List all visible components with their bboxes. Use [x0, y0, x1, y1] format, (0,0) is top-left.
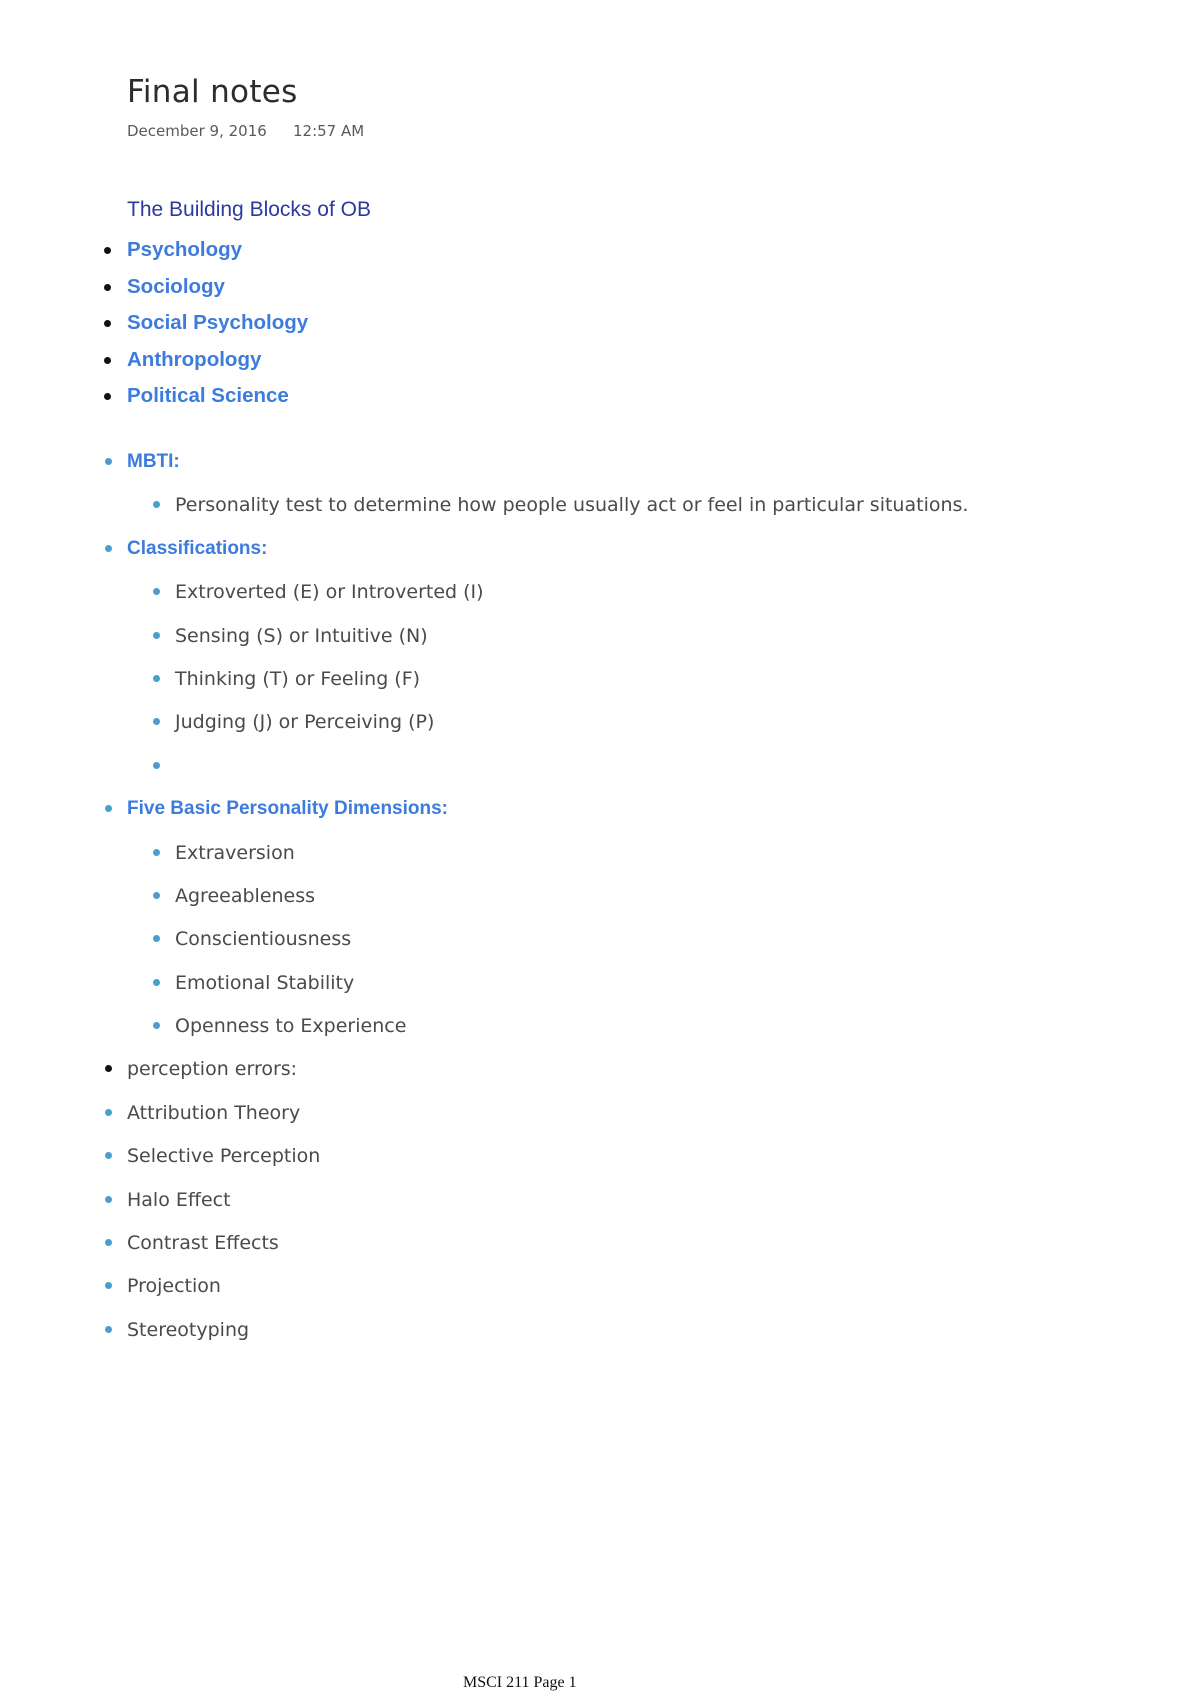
list-item-label: Selective Perception	[127, 1145, 321, 1168]
bullet-icon	[104, 357, 111, 364]
bullet-icon	[105, 1109, 112, 1116]
building-blocks-list	[0, 232, 308, 415]
bullet-icon	[153, 849, 160, 856]
list-item-label: Extraversion	[175, 841, 295, 864]
list-item-label: Conscientiousness	[175, 928, 352, 951]
bullet-icon	[105, 1282, 112, 1289]
bullet-icon	[153, 892, 160, 899]
list-item	[0, 621, 968, 664]
bullet-icon	[153, 588, 160, 595]
list-item-label: Sensing (S) or Intuitive (N)	[175, 624, 428, 647]
list-item-label: Social Psychology	[127, 311, 309, 334]
bullet-icon	[104, 320, 111, 327]
five-dimensions-heading	[0, 794, 968, 837]
list-item	[0, 1011, 968, 1054]
list-item	[0, 707, 968, 750]
list-item-label: Contrast Effects	[127, 1232, 279, 1255]
list-item-label: Judging (J) or Perceiving (P)	[175, 711, 435, 734]
list-item-label: Thinking (T) or Feeling (F)	[175, 667, 421, 690]
notes-outline	[0, 447, 968, 1358]
bullet-icon	[105, 1065, 112, 1072]
list-item	[0, 751, 968, 794]
bullet-icon	[104, 247, 111, 254]
list-item	[0, 269, 308, 306]
list-item	[0, 305, 308, 342]
page-time: 12:57 AM	[293, 122, 365, 140]
list-item	[0, 664, 968, 707]
bullet-icon	[105, 1239, 112, 1246]
page-title: Final notes	[127, 74, 298, 110]
bullet-icon	[105, 1152, 112, 1159]
classifications-heading	[0, 534, 968, 577]
list-item-label: Political Science	[127, 384, 289, 407]
list-item-label: Halo Effect	[127, 1188, 231, 1211]
page-footer: MSCI 211 Page 1	[463, 1674, 577, 1691]
page-date: December 9, 2016	[127, 122, 267, 140]
list-item-label: Openness to Experience	[175, 1015, 407, 1038]
mbti-heading	[0, 447, 968, 490]
list-item	[0, 232, 308, 269]
list-item	[0, 490, 968, 533]
list-item-label: Extroverted (E) or Introverted (I)	[175, 581, 484, 604]
list-item	[0, 881, 968, 924]
list-item	[0, 1271, 968, 1314]
bullet-icon	[153, 675, 160, 682]
classifications-label: Classifications:	[127, 537, 268, 559]
bullet-icon	[104, 284, 111, 291]
list-item-label: Anthropology	[127, 347, 262, 371]
bullet-icon	[153, 632, 160, 639]
bullet-icon	[153, 718, 160, 725]
list-item-label: Stereotyping	[127, 1318, 250, 1341]
list-item-label: Agreeableness	[175, 884, 316, 907]
list-item-label: Attribution Theory	[127, 1101, 301, 1124]
list-item	[0, 1098, 968, 1141]
bullet-icon	[104, 393, 111, 400]
bullet-icon	[105, 545, 112, 552]
bullet-icon	[105, 805, 112, 812]
list-item-label: Sociology	[127, 274, 225, 298]
list-item	[0, 924, 968, 967]
list-item-label: Projection	[127, 1275, 221, 1298]
list-item-label: Emotional Stability	[175, 971, 355, 994]
bullet-icon	[105, 1196, 112, 1203]
list-item	[0, 968, 968, 1011]
list-item	[0, 1185, 968, 1228]
list-item	[0, 342, 308, 379]
five-dimensions-label: Five Basic Personality Dimensions:	[127, 798, 449, 820]
list-item	[0, 1141, 968, 1184]
list-item	[0, 577, 968, 620]
list-item	[0, 838, 968, 881]
perception-errors-label: perception errors:	[127, 1058, 298, 1081]
bullet-icon	[153, 1022, 160, 1029]
building-blocks-heading: The Building Blocks of OB	[127, 198, 371, 221]
bullet-icon	[153, 979, 160, 986]
list-item	[0, 378, 308, 415]
bullet-icon	[153, 935, 160, 942]
bullet-icon	[153, 762, 160, 769]
list-item-label: Psychology	[127, 238, 243, 261]
perception-errors-heading	[0, 1054, 968, 1097]
bullet-icon	[153, 501, 160, 508]
bullet-icon	[105, 1326, 112, 1333]
list-item-label: Personality test to determine how people usually act or feel in particular situations.	[175, 494, 969, 517]
bullet-icon	[105, 458, 112, 465]
mbti-label: MBTI:	[127, 451, 180, 472]
list-item	[0, 1228, 968, 1271]
list-item	[0, 1315, 968, 1358]
